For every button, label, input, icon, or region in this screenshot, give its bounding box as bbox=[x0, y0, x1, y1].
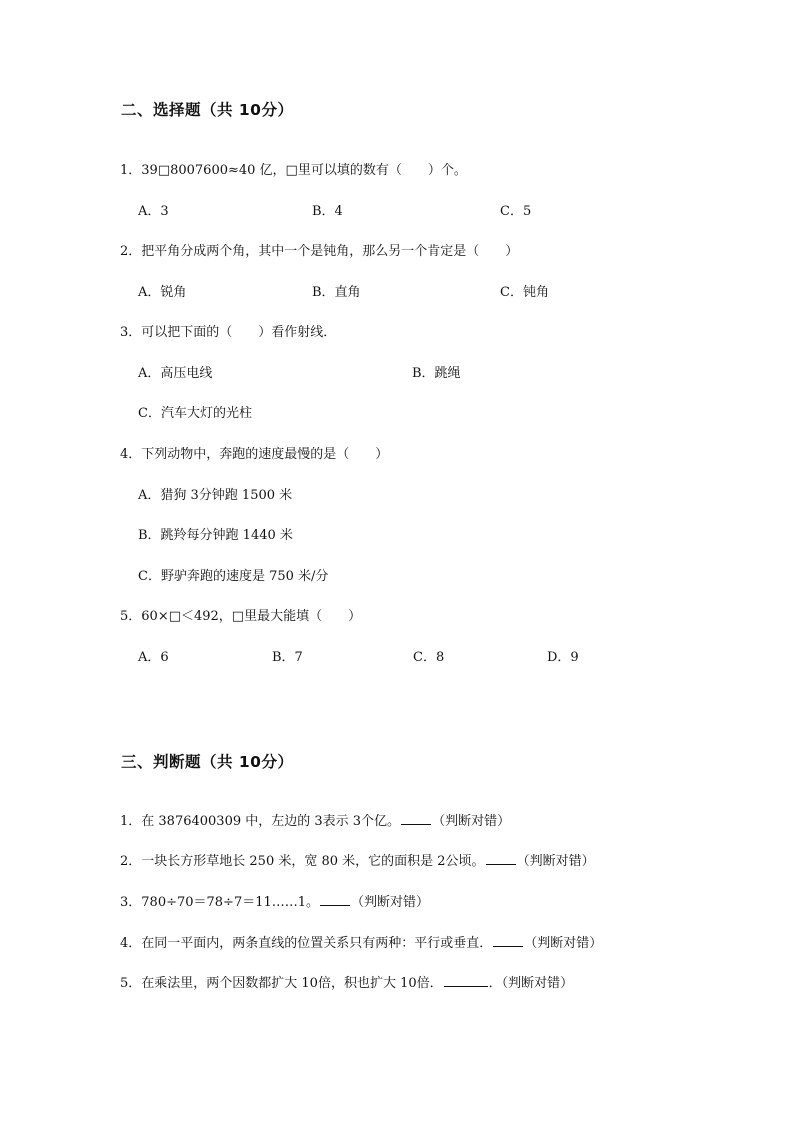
judgement-4 bbox=[120, 932, 602, 951]
option-5a: A．6 bbox=[138, 650, 169, 665]
judgement-5-suffix: ．（判断对错） bbox=[488, 976, 574, 991]
judgement-3 bbox=[120, 891, 429, 910]
answer-blank[interactable] bbox=[486, 852, 516, 865]
judgement-3-suffix: （判断对错） bbox=[351, 895, 430, 910]
option-3a: A．高压电线 bbox=[138, 366, 213, 381]
answer-blank[interactable] bbox=[401, 812, 431, 825]
answer-blank[interactable] bbox=[320, 893, 350, 906]
judgement-4-text: 4．在同一平面内，两条直线的位置关系只有两种：平行或垂直． bbox=[120, 936, 493, 951]
section3-title: 三、判断题（共 10分） bbox=[121, 753, 294, 771]
judgement-4-suffix: （判断对错） bbox=[524, 936, 603, 951]
option-2a: A．锐角 bbox=[138, 285, 187, 300]
option-5c: C．8 bbox=[413, 650, 445, 665]
judgement-5-text: 5．在乘法里，两个因数都扩大 10倍，积也扩大 10倍． bbox=[120, 976, 443, 991]
option-5b: B．7 bbox=[272, 650, 303, 665]
question-1: 1．39□8007600≈40 亿，□里可以填的数有（ ）个。 bbox=[120, 163, 467, 178]
option-4a: A．猎狗 3分钟跑 1500 米 bbox=[138, 488, 293, 503]
option-1a: A．3 bbox=[138, 204, 169, 219]
option-1b: B．4 bbox=[312, 204, 343, 219]
question-4: 4．下列动物中，奔跑的速度最慢的是（ ） bbox=[120, 447, 389, 462]
answer-blank[interactable] bbox=[444, 974, 488, 987]
judgement-2-suffix: （判断对错） bbox=[516, 854, 595, 869]
option-2b: B．直角 bbox=[312, 285, 361, 300]
section2-title: 二、选择题（共 10分） bbox=[121, 101, 294, 119]
judgement-2 bbox=[120, 850, 595, 869]
question-3: 3．可以把下面的（ ）看作射线． bbox=[120, 325, 337, 340]
option-2c: C．钝角 bbox=[500, 285, 549, 300]
judgement-1-text: 1．在 3876400309 中，左边的 3表示 3个亿。 bbox=[120, 814, 401, 829]
question-2: 2．把平角分成两个角，其中一个是钝角，那么另一个肯定是（ ） bbox=[120, 244, 519, 259]
judgement-1-suffix: （判断对错） bbox=[432, 814, 511, 829]
option-4b: B．跳羚每分钟跑 1440 米 bbox=[138, 528, 293, 543]
option-5d: D．9 bbox=[547, 650, 579, 665]
judgement-2-text: 2．一块长方形草地长 250 米，宽 80 米，它的面积是 2公顷。 bbox=[120, 854, 485, 869]
judgement-1 bbox=[120, 810, 510, 829]
option-1c: C．5 bbox=[500, 204, 532, 219]
answer-blank[interactable] bbox=[493, 934, 523, 947]
judgement-3-text: 3．780÷70＝78÷7＝11……1。 bbox=[120, 895, 320, 910]
option-3c: C．汽车大灯的光柱 bbox=[138, 406, 252, 421]
option-4c: C．野驴奔跑的速度是 750 米/分 bbox=[138, 569, 329, 584]
option-3b: B．跳绳 bbox=[412, 366, 461, 381]
judgement-5 bbox=[120, 972, 573, 991]
question-5: 5．60×□＜492，□里最大能填（ ） bbox=[120, 609, 362, 624]
